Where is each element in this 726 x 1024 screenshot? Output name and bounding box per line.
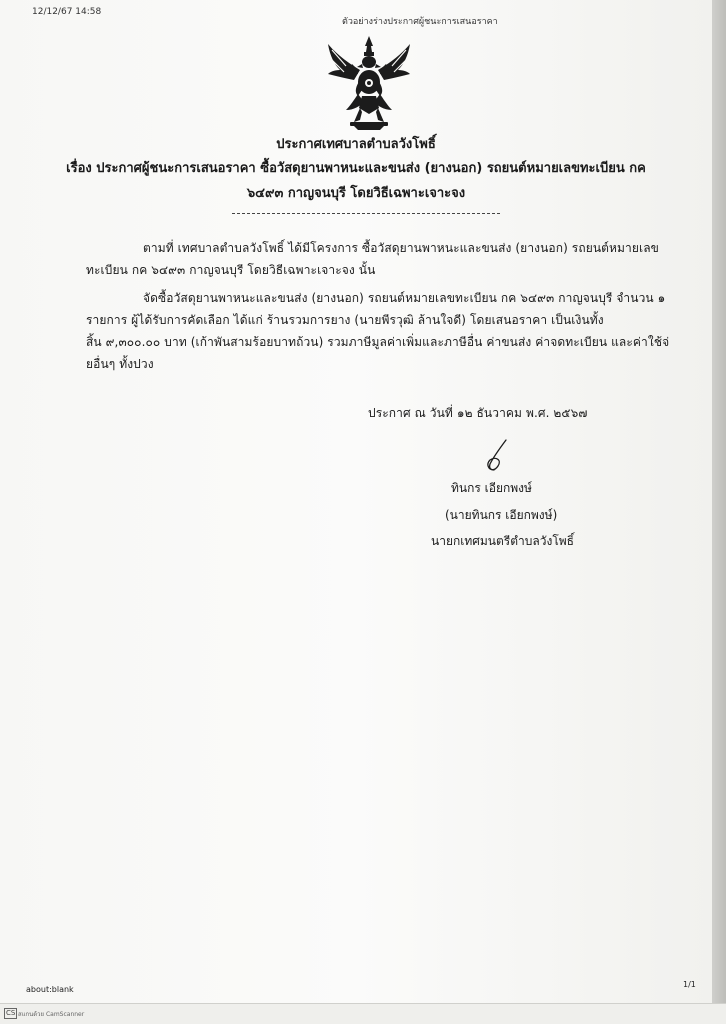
document-subject-line2: ๖๔๙๓ กาญจนบุรี โดยวิธีเฉพาะเจาะจง	[246, 186, 466, 201]
body-para2-line1: จัดซื้อวัสดุยานพาหนะและขนส่ง (ยางนอก) รถยนต์หมายเลขทะเบียน กค ๖๔๙๓ กาญจนบุรี จำนวน ๑	[143, 291, 666, 305]
body-para2-line4: ยอื่นๆ ทั้งปวง	[86, 357, 154, 371]
print-datetime: 12/12/67 14:58	[32, 7, 102, 17]
scanner-footer-bar	[0, 1003, 726, 1024]
signature-position: นายกเทศมนตรีตำบลวังโพธิ์	[431, 534, 574, 548]
footer-page-number: 1/1	[683, 980, 696, 989]
body-para1-line2: ทะเบียน กค ๖๔๙๓ กาญจนบุรี โดยวิธีเฉพาะเจาะจง นั้น	[86, 263, 376, 277]
heading-divider	[232, 213, 500, 214]
body-para1-line1: ตามที่ เทศบาลตำบลวังโพธิ์ ได้มีโครงการ ซื้อวัสดุยานพาหนะและขนส่ง (ยางนอก) รถยนต์หมายเลข	[143, 241, 659, 255]
garuda-emblem-icon	[324, 34, 414, 130]
body-para2-line2: รายการ ผู้ได้รับการคัดเลือก ได้แก่ ร้านรวมการยาง (นายพีรวุฒิ ล้านใจดี) โดยเสนอราคา เป็นเงินทั้ง	[86, 313, 604, 327]
footer-url: about:blank	[26, 985, 74, 994]
camscanner-logo-icon: CS	[6, 1009, 16, 1017]
page-edge-shadow	[712, 0, 726, 1024]
body-para2-line3: สิ้น ๙,๓๐๐.๐๐ บาท (เก้าพันสามร้อยบาทถ้วน) รวมภาษีมูลค่าเพิ่มและภาษีอื่น ค่าขนส่ง ค่าจดทะเบียน และค่าใช้จ่	[86, 335, 670, 349]
signature-signed-name: ทินกร เอียกพงษ์	[451, 481, 532, 495]
document-subject-line1: เรื่อง ประกาศผู้ชนะการเสนอราคา ซื้อวัสดุยานพาหนะและขนส่ง (ยางนอก) รถยนต์หมายเลขทะเบียน กค	[66, 161, 646, 176]
document-heading-org: ประกาศเทศบาลตำบลวังโพธิ์	[276, 137, 436, 152]
signature-full-name: (นายทินกร เอียกพงษ์)	[445, 508, 558, 522]
signature-mark	[480, 438, 514, 474]
announce-date: ประกาศ ณ วันที่ ๑๒ ธันวาคม พ.ศ. ๒๕๖๗	[368, 406, 588, 420]
sample-draft-label: ตัวอย่างร่างประกาศผู้ชนะการเสนอราคา	[342, 17, 498, 27]
camscanner-label: สแกนด้วย CamScanner	[18, 1011, 85, 1018]
